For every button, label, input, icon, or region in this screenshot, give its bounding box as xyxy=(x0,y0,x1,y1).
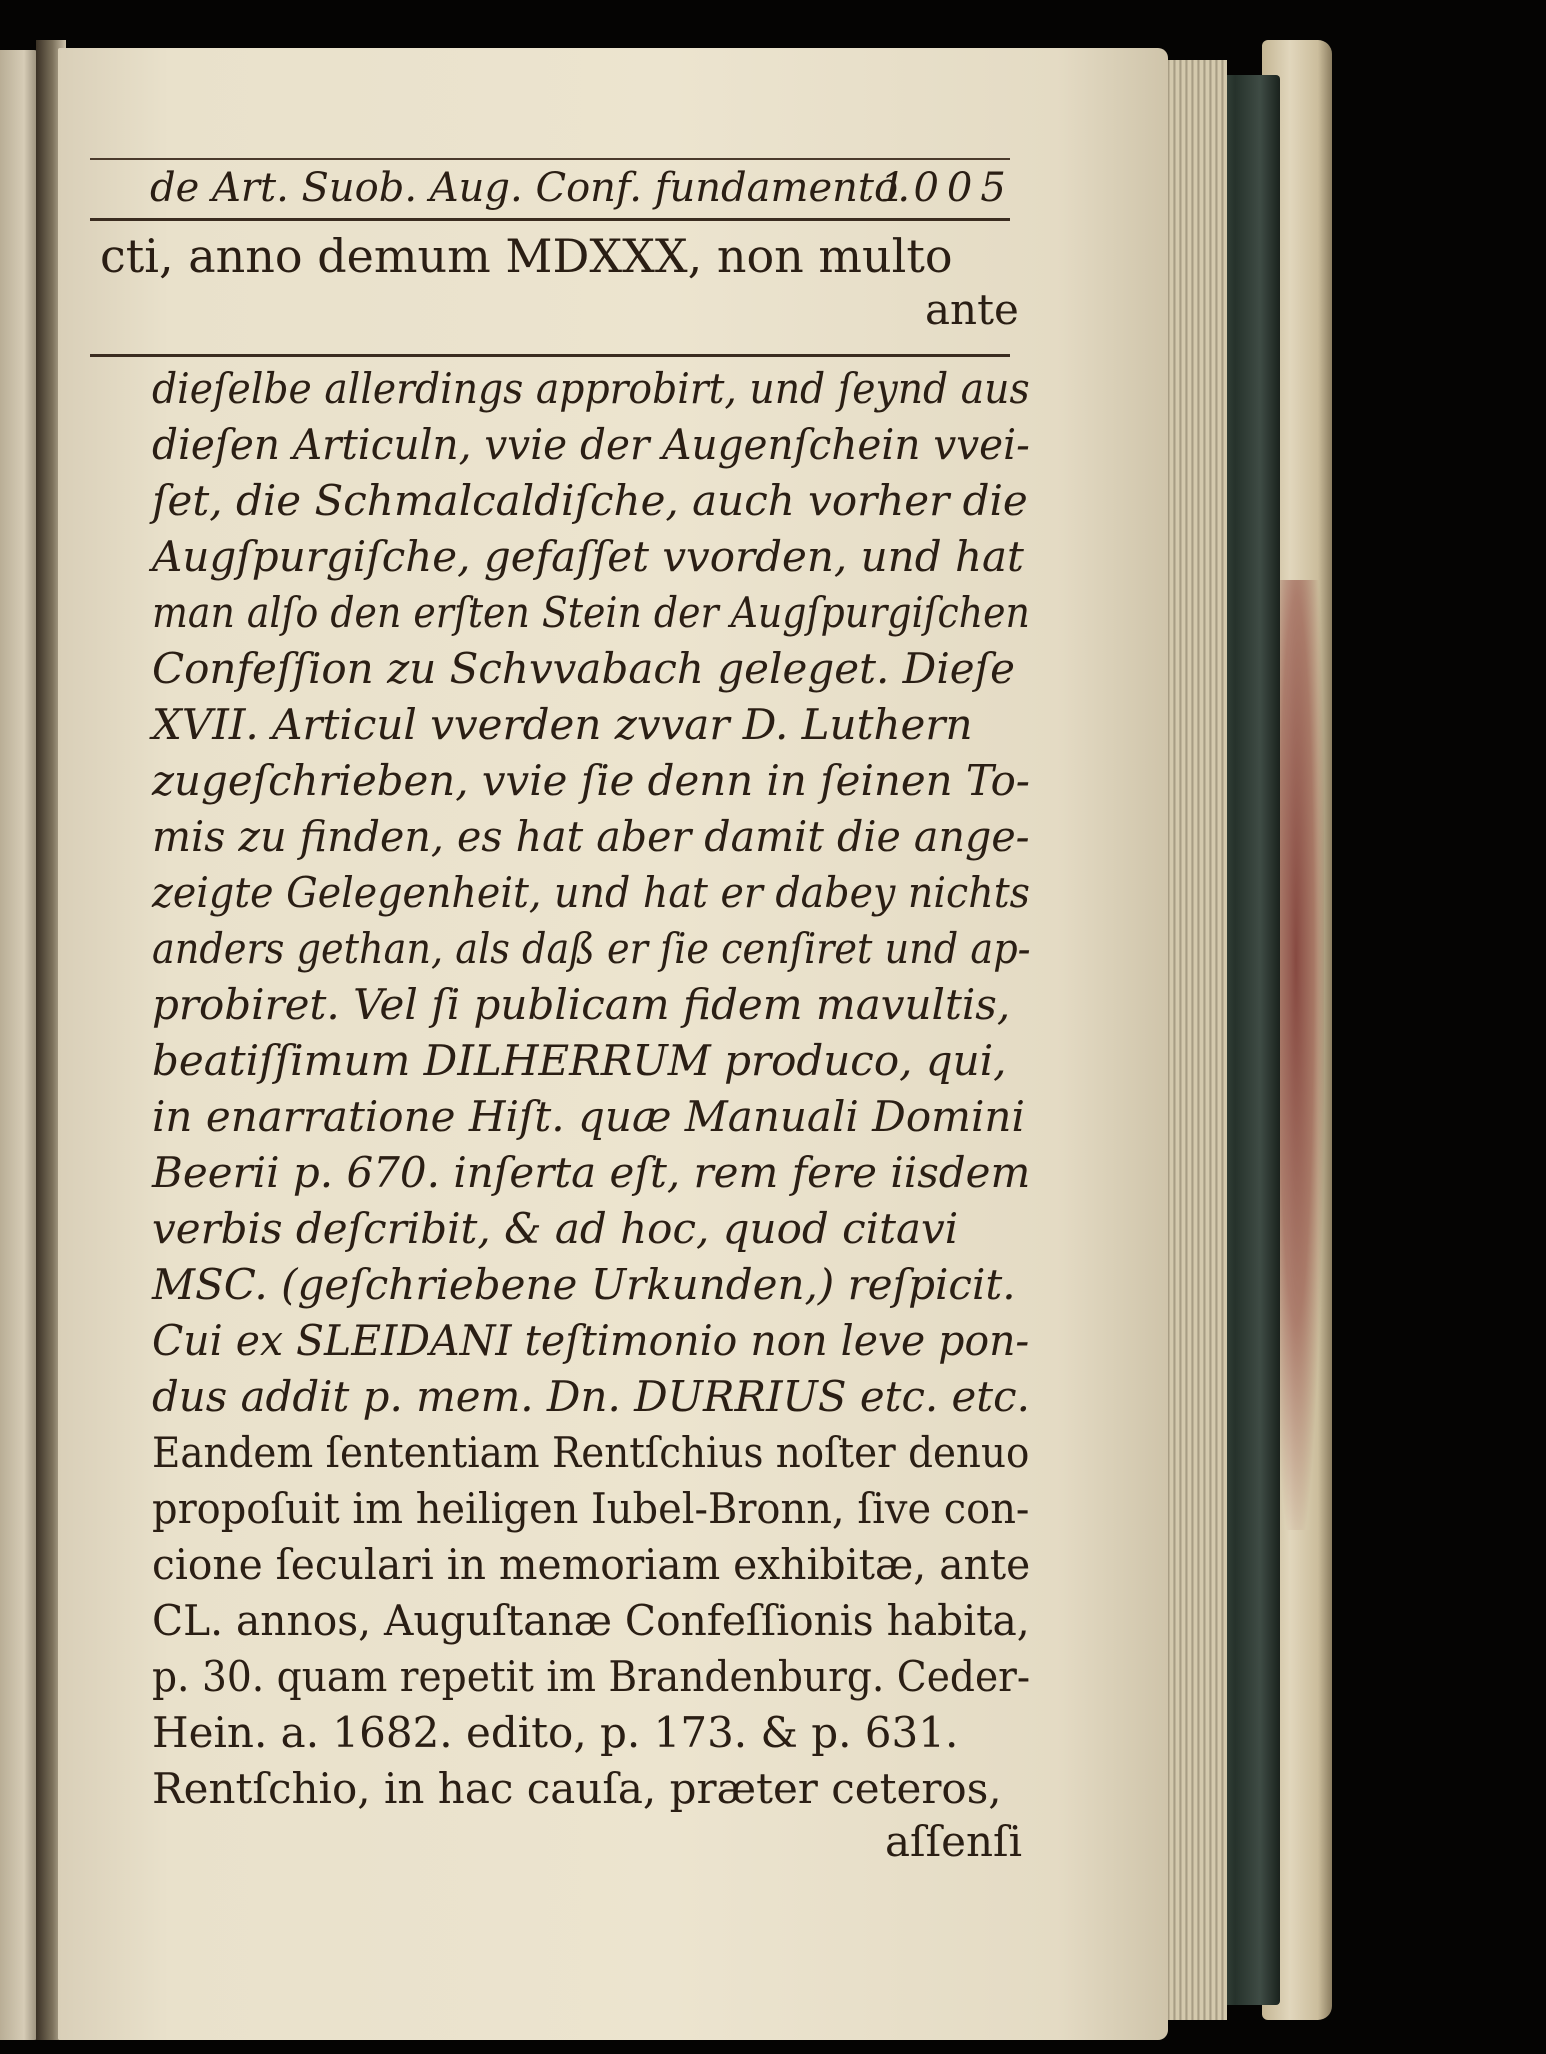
footnote-line: beatiſſimum DILHERRUM produco, qui, xyxy=(152,1036,1007,1085)
footnote-line: ſet, die Schmalcaldiſche, auch vorher die xyxy=(152,476,1028,525)
main-text-line-1: cti, anno demum MDXXX, non multo xyxy=(100,229,953,283)
head-rule xyxy=(90,218,1010,221)
footnote-line: cione ſeculari in memoriam exhibitæ, ante xyxy=(152,1540,1031,1589)
footnote-line: Beerii p. 670. inſerta eſt, rem fere iisdem xyxy=(152,1148,1031,1197)
footnote-line: zeigte Gelegenheit, und hat er dabey nichts xyxy=(152,868,1030,917)
footnote-line: in enarratione Hiſt. quæ Manuali Domini xyxy=(152,1092,1025,1141)
main-text-line-2: ante xyxy=(925,285,1019,334)
footnote-line: propoſuit im heiligen Iubel-Bronn, ſive con- xyxy=(152,1484,1030,1533)
footnote-line: dieſelbe allerdings approbirt, und ſeynd aus xyxy=(152,364,1030,413)
footnote-line: zugeſchrieben, vvie ſie denn in ſeinen To- xyxy=(152,756,1030,805)
footnote-line: Augſpurgiſche, gefaſſet vvorden, und hat xyxy=(152,532,1024,581)
footnote-line: Rentſchio, in hac cauſa, præter ceteros, xyxy=(152,1764,1002,1813)
page-number: 1005 xyxy=(880,165,1014,211)
footnote-line: man alſo den erſten Stein der Augſpurgiſchen xyxy=(152,588,1030,637)
footnote-line: XVII. Articul vverden zvvar D. Luthern xyxy=(152,700,973,749)
footnote-line: Confeſſion zu Schvvabach geleget. Dieſe xyxy=(152,644,1016,693)
footnote-line: anders gethan, als daß er ſie cenſiret und ap- xyxy=(152,924,1031,973)
footnote-line: verbis deſcribit, & ad hoc, quod citavi xyxy=(152,1204,959,1253)
running-head-title: de Art. Suob. Aug. Conf. fundamento. xyxy=(150,165,911,211)
footnote-line: Hein. a. 1682. edito, p. 173. & p. 631. xyxy=(152,1708,959,1757)
top-rule xyxy=(90,158,1010,160)
footnote-line: dieſen Articuln, vvie der Augenſchein vvei- xyxy=(152,420,1030,469)
footnote-line: dus addit p. mem. Dn. DURRIUS etc. etc. xyxy=(152,1372,1030,1421)
footnote-line: CL. annos, Auguſtanæ Confeſſionis habita, xyxy=(152,1596,1030,1645)
footnote-line: Eandem ſententiam Rentſchius noſter denuo xyxy=(152,1428,1030,1477)
footnote-line: MSC. (geſchriebene Urkunden,) reſpicit. xyxy=(152,1260,1016,1309)
footnote-line: Cui ex SLEIDANI teſtimonio non leve pon- xyxy=(152,1316,1030,1365)
footnote-line: mis zu finden, es hat aber damit die ange- xyxy=(152,812,1030,861)
footnote-rule xyxy=(90,354,1010,357)
footnote-line: p. 30. quam repetit im Brandenburg. Ceder- xyxy=(152,1652,1031,1701)
footnote-line: probiret. Vel ſi publicam fidem mavultis, xyxy=(152,980,1011,1029)
catchword: aſſenſi xyxy=(885,1817,1023,1866)
